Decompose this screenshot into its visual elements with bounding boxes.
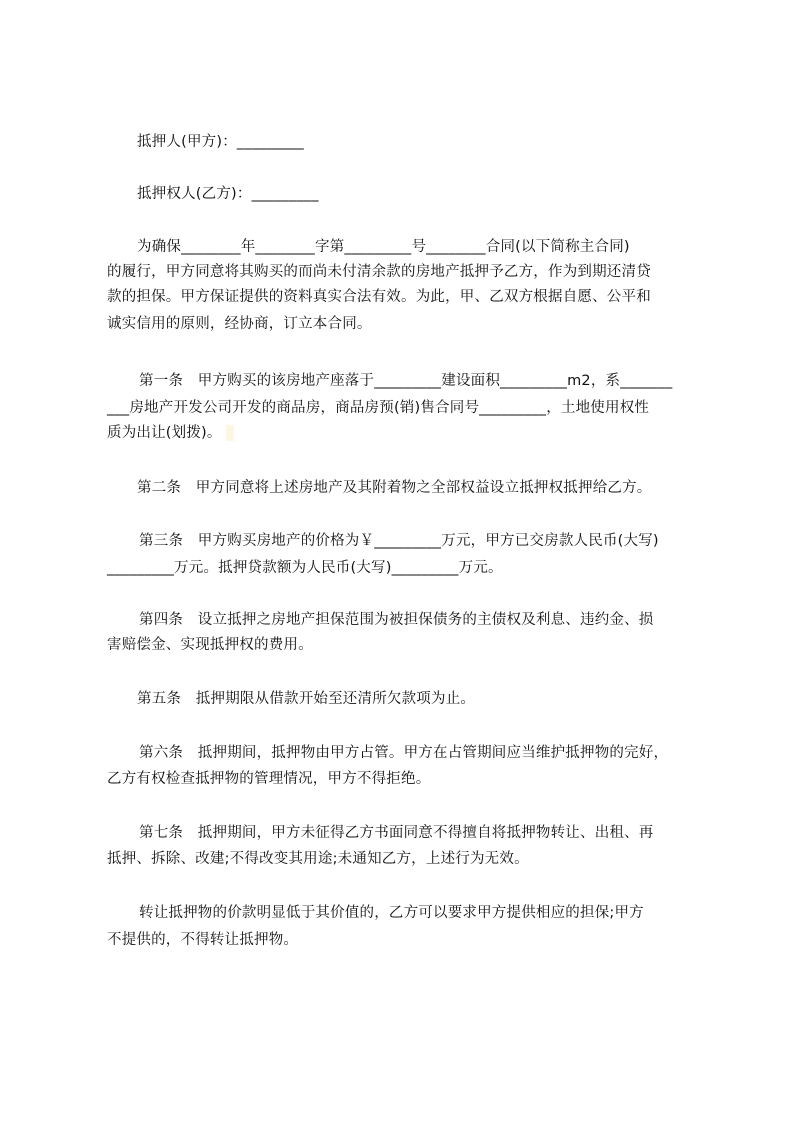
article-1-line-1: 第一条 甲方购买的该房地产座落于_________建设面积_________m2，系_______: [139, 373, 673, 389]
article-7-line-1: 第七条 抵押期间，甲方未征得乙方书面同意不得擅自将抵押物转让、出租、再: [139, 825, 654, 841]
article-5-line-1: 第五条 抵押期限从借款开始至还清所欠款项为止。: [137, 691, 476, 707]
article-2-line-1: 第二条 甲方同意将上述房地产及其附着物之全部权益设立抵押权抵押给乙方。: [137, 480, 652, 496]
cursor-highlight: [226, 425, 234, 441]
article-1-line-3-text: 质为出让(划拨)。: [107, 425, 222, 441]
mortgagor-line: 抵押人(甲方)：_________: [137, 134, 304, 150]
article-1-line-3: [107, 422, 707, 445]
article-7-line-2: 抵押、拆除、改建;不得改变其用途;未通知乙方，上述行为无效。: [107, 851, 529, 867]
mortgagee-line: 抵押权人(乙方)：_________: [137, 186, 319, 202]
intro-line-4: 诚实信用的原则，经协商，订立本合同。: [107, 316, 372, 332]
article-4-line-1: 第四条 设立抵押之房地产担保范围为被担保债务的主债权及利息、违约金、损: [139, 612, 654, 628]
article-6-line-1: 第六条 抵押期间，抵押物由甲方占管。甲方在占管期间应当维护抵押物的完好，: [139, 745, 669, 761]
article-3-line-1: 第三条 甲方购买房地产的价格为￥_________万元，甲方已交房款人民币(大写): [139, 533, 659, 549]
article-1-line-2: ___房地产开发公司开发的商品房，商品房预(销)售合同号_________，土地使用权性: [107, 400, 650, 416]
supplement-line-1: 转让抵押物的价款明显低于其价值的，乙方可以要求甲方提供相应的担保;甲方: [139, 905, 644, 921]
intro-line-1: 为确保________年________字第_________号________合同(以下简称主合同): [137, 239, 630, 255]
intro-line-2: 的履行，甲方同意将其购买的而尚未付清余款的房地产抵押予乙方，作为到期还清贷: [107, 264, 651, 280]
intro-line-3: 款的担保。甲方保证提供的资料真实合法有效。为此，甲、乙双方根据自愿、公平和: [107, 289, 651, 305]
article-3-line-2: _________万元。抵押贷款额为人民币(大写)_________万元。: [107, 560, 503, 576]
article-4-line-2: 害赔偿金、实现抵押权的费用。: [107, 637, 313, 653]
supplement-line-2: 不提供的，不得转让抵押物。: [107, 932, 299, 948]
article-6-line-2: 乙方有权检查抵押物的管理情况，甲方不得拒绝。: [107, 771, 431, 787]
